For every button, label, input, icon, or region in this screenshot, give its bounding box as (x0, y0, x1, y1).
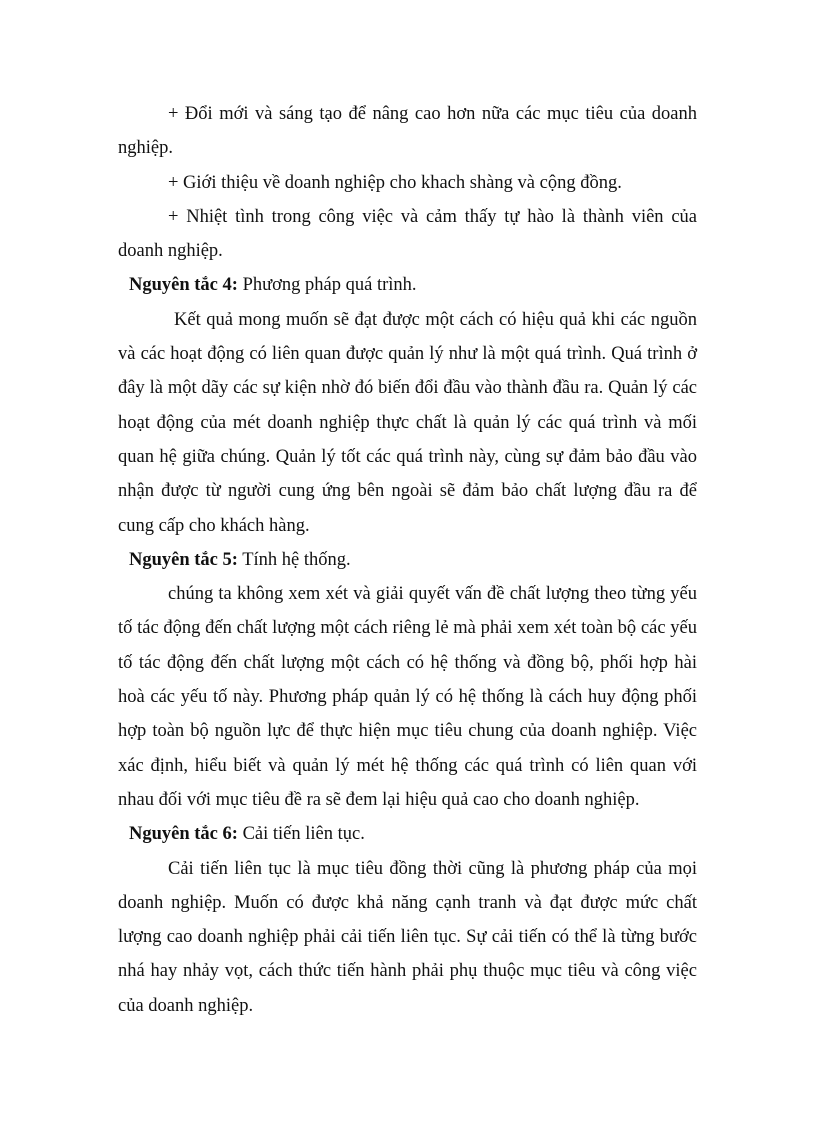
principle-4-body: Kết quả mong muốn sẽ đạt được một cách có hiệu quả khi các nguồn và các hoạt động có liên quan được quản lý như là một quá trình. Quá trình ở đây là một dãy các sự kiện nhờ đó biến đổi đầu vào thành đầu ra. Quản lý các hoạt động của mét doanh nghiệp thực chất là quản lý các quá trình và mối quan hệ giữa chúng. Quản lý tốt các quá trình này, cùng sự đảm bảo đầu vào nhận được từ người cung ứng bên ngoài sẽ đảm bảo chất lượng đầu ra để cung cấp cho khách hàng. (118, 309, 697, 536)
document-page (118, 97, 697, 1023)
principle-5-body: chúng ta không xem xét và giải quyết vấn đề chất lượng theo từng yếu tố tác động đến chất lượng một cách riêng lẻ mà phải xem xét toàn bộ các yếu tố tác động đến chất lượng một cách có hệ thống và đồng bộ, phối hợp hài hoà các yếu tố này. Phương pháp quản lý có hệ thống là cách huy động phối hợp toàn bộ nguồn lực để thực hiện mục tiêu chung của doanh nghiệp. Việc xác định, hiểu biết và quản lý mét hệ thống các quá trình có liên quan với nhau đối với mục tiêu đề ra sẽ đem lại hiệu quả cao cho doanh nghiệp. (118, 584, 697, 810)
principle-6-heading (118, 817, 697, 851)
principle-5-label: Nguyên tắc 5: (129, 549, 238, 570)
principle-4-heading (118, 268, 697, 302)
bullet-innovation: + Đổi mới và sáng tạo để nâng cao hơn nữa các mục tiêu của doanh nghiệp. (118, 104, 697, 159)
bullet-enthusiasm: + Nhiệt tình trong công việc và cảm thấy tự hào là thành viên của doanh nghiệp. (118, 206, 697, 262)
principle-5-title: Tính hệ thống. (237, 549, 351, 570)
principle-6-body: Cải tiến liên tục là mục tiêu đồng thời cũng là phương pháp của mọi doanh nghiệp. Muốn có được khả năng cạnh tranh và đạt được mức chất lượng cao doanh nghiệp phải cải tiến liên tục. Sự cải tiến có thể là từng bước nhá hay nhảy vọt, cách thức tiến hành phải phụ thuộc mục tiêu và công việc của doanh nghiệp. (118, 858, 697, 1016)
principle-5-heading (118, 543, 697, 577)
principle-4-label: Nguyên tắc 4: (129, 275, 238, 296)
bullet-introduce: + Giới thiệu về doanh nghiệp cho khach shàng và cộng đồng. (168, 172, 622, 193)
principle-6-label: Nguyên tắc 6: (129, 824, 238, 845)
principle-6-title: Cải tiến liên tục. (237, 824, 365, 845)
principle-4-title: Phương pháp quá trình. (237, 275, 417, 296)
